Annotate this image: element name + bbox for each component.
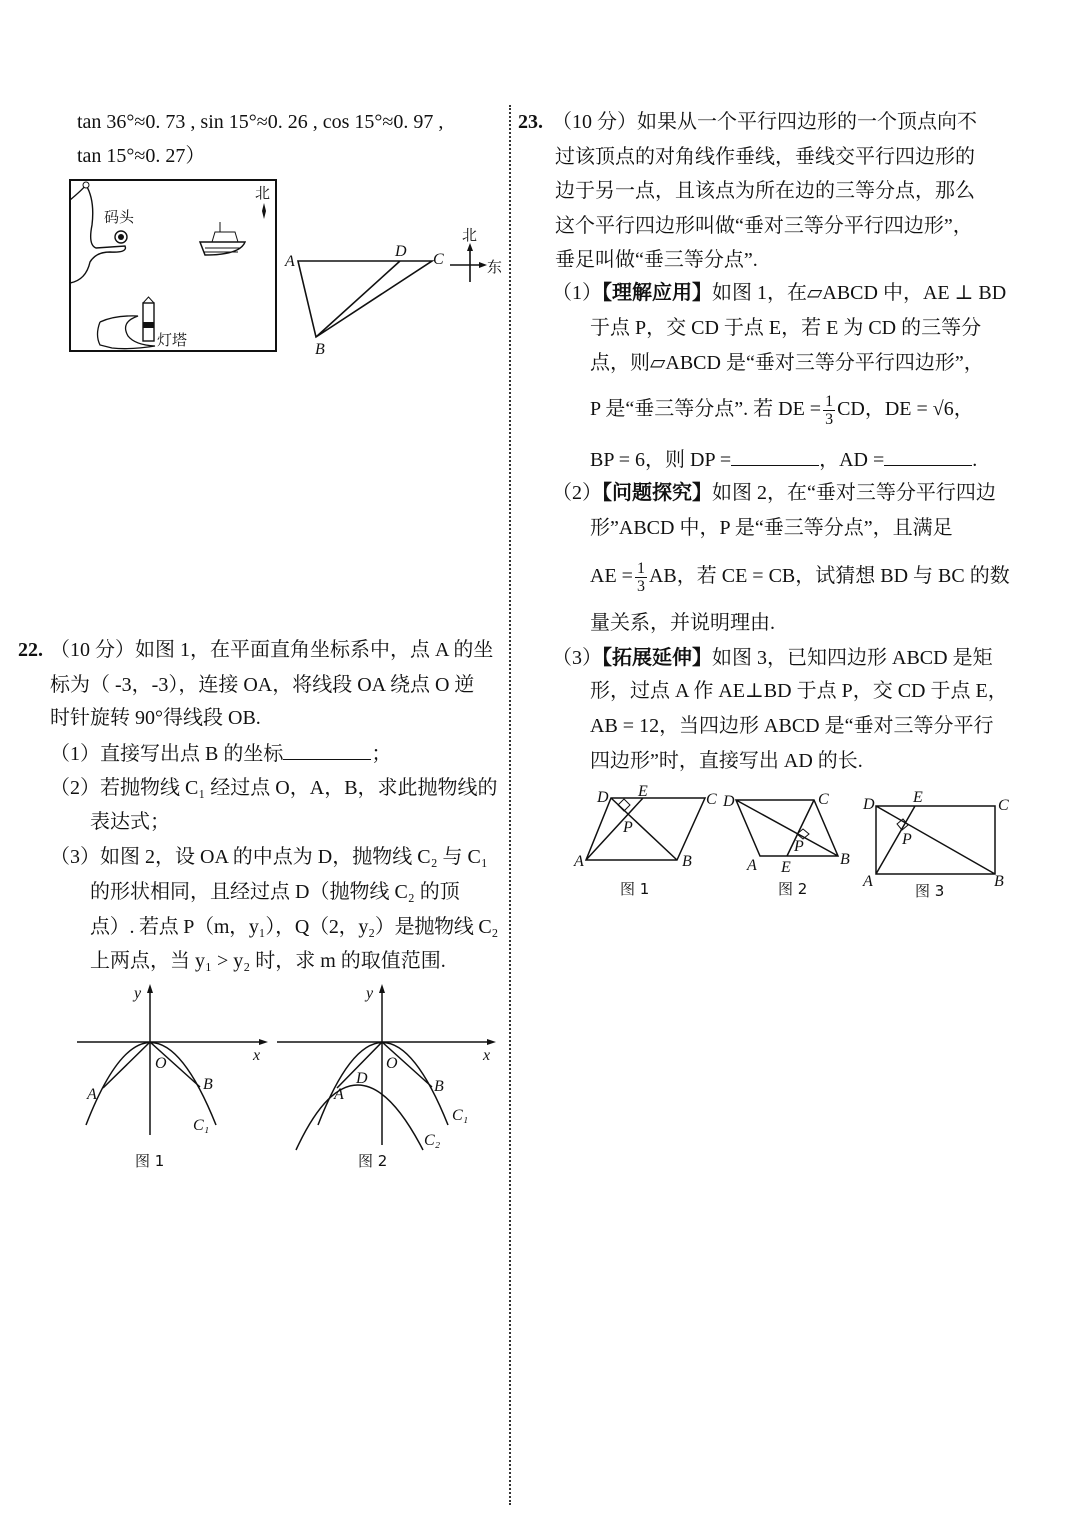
text-run: AB，若 CE = CB，试猜想 BD 与 BC 的数: [648, 565, 1010, 587]
question-text: （10 分）如果从一个平行四边形的一个顶点向不: [552, 111, 977, 133]
figure-label: D: [723, 793, 735, 810]
part-tag: 【理解应用】: [602, 282, 712, 304]
question-number: 23.: [518, 111, 543, 133]
figure-label: 图 1: [135, 1152, 165, 1170]
text-run: BP = 6，则 DP =: [590, 449, 732, 471]
compass-needle-icon: [262, 203, 266, 219]
part-text: [590, 557, 1010, 595]
part-3: [552, 646, 993, 670]
figure-label: B: [315, 341, 325, 358]
ship-icon: [200, 222, 245, 255]
numerator: 1: [825, 392, 834, 410]
part-label: （3）: [552, 647, 602, 669]
part-text: 如图 3，已知四边形 ABCD 是矩: [712, 647, 993, 669]
ad-answer-blank[interactable]: [884, 447, 972, 466]
figure-label: E: [638, 783, 648, 800]
question-text: 过该顶点的对角线作垂线，垂线交平行四边形的: [555, 146, 975, 168]
text-run: AE =: [590, 565, 633, 587]
figure-label: P: [623, 819, 633, 836]
part-text: [590, 390, 974, 428]
figure-label: C₂: [424, 1132, 441, 1149]
part-1-text: （1）直接写出点 B 的坐标: [50, 743, 284, 765]
fraction: [635, 560, 647, 595]
figure-label: 图 1: [620, 880, 650, 898]
column-divider: [509, 105, 511, 1505]
question-text: 垂足叫做“垂三等分点”.: [555, 249, 758, 271]
figure-label: A: [285, 253, 295, 270]
dp-answer-blank[interactable]: [731, 447, 819, 466]
part-2-text: （2）若抛物线 C₁ 经过点 O，A，B，求此抛物线的: [50, 777, 498, 799]
figure-label: y: [134, 985, 142, 1002]
part-text: 点，则▱ABCD 是“垂对三等分平行四边形”，: [590, 352, 984, 374]
lighthouse-icon: [98, 297, 156, 349]
lighthouse-label: 灯塔: [157, 331, 188, 349]
part-text: 四边形”时，直接写出 AD 的长.: [590, 750, 863, 772]
figure-label: E: [781, 859, 791, 876]
part-text: AB = 12，当四边形 ABCD 是“垂对三等分平行: [590, 715, 994, 737]
figure-label: B: [203, 1076, 213, 1093]
figure-label: A: [863, 873, 873, 890]
question-text: 这个平行四边形叫做“垂对三等分平行四边形”，: [555, 215, 973, 237]
trig-hint-line: tan 36°≈0. 73 , sin 15°≈0. 26 , cos 15°≈0. 97 ,: [77, 111, 444, 133]
figure-label: 图 2: [358, 1152, 388, 1170]
figure-label: C: [433, 251, 444, 268]
text-run: CD，DE = √6，: [837, 398, 974, 420]
figure-label: x: [483, 1047, 491, 1064]
figure-label: 北: [462, 226, 478, 244]
fraction: [823, 393, 835, 428]
figure-label: C₁: [452, 1107, 469, 1124]
figure-label: P: [794, 838, 804, 855]
figure-label: A: [574, 853, 584, 870]
figure-label: D: [597, 789, 609, 806]
figure-label: O: [386, 1055, 398, 1072]
figure-label: B: [682, 853, 692, 870]
figure-label: D: [395, 243, 407, 260]
question-number: 22.: [18, 639, 43, 661]
figure-label: A: [87, 1086, 97, 1103]
figure-label: P: [902, 831, 912, 848]
text-run: .: [972, 449, 978, 471]
figure-label: A: [334, 1086, 344, 1103]
figure-label: D: [356, 1070, 368, 1087]
part-tag: 【拓展延伸】: [602, 647, 712, 669]
figure-label: C: [998, 797, 1009, 814]
dock-label: 码头: [104, 208, 135, 226]
figure-label: 图 2: [778, 880, 808, 898]
denominator: 3: [825, 410, 834, 428]
part-3-text: （3）如图 2，设 OA 的中点为 D，抛物线 C₂ 与 C₁: [50, 846, 488, 868]
part-2-text: 表达式；: [90, 811, 170, 833]
part-text: 于点 P，交 CD 于点 E，若 E 为 CD 的三等分: [590, 317, 982, 339]
question-text: 标为（ -3，-3），连接 OA，将线段 OA 绕点 O 逆: [50, 674, 475, 696]
figure-label: A: [747, 857, 757, 874]
part-text: 如图 1，在▱ABCD 中，AE ⊥ BD: [712, 282, 1007, 304]
part-1: [552, 281, 1006, 305]
question-text: 时针旋转 90°得线段 OB.: [50, 707, 261, 729]
denominator: 3: [636, 577, 645, 595]
text-run: ，AD =: [819, 449, 885, 471]
part-text: 如图 2，在“垂对三等分平行四边: [712, 482, 996, 504]
part-3-text: 点）. 若点 P（m，y₁），Q（2，y₂）是抛物线 C₂: [90, 916, 499, 938]
compass-cross-icon: [450, 243, 487, 282]
figure-label: x: [253, 1047, 261, 1064]
numerator: 1: [636, 559, 645, 577]
figure-label: C: [706, 791, 717, 808]
text-run: P 是“垂三等分点”. 若 DE =: [590, 398, 822, 420]
part-tag: 【问题探究】: [602, 482, 712, 504]
part-text: 形”ABCD 中，P 是“垂三等分点”，且满足: [590, 517, 953, 539]
trig-hint-line: tan 15°≈0. 27）: [77, 145, 206, 167]
figure-label: B: [994, 873, 1004, 890]
figure-label: B: [840, 851, 850, 868]
figure-label: y: [366, 985, 374, 1002]
part-1: [50, 741, 391, 766]
answer-blank[interactable]: [283, 741, 371, 760]
part-text: 量关系，并说明理由.: [590, 612, 775, 634]
map-north-label: 北: [255, 184, 271, 202]
part-label: （1）: [552, 282, 602, 304]
part-3-text: 上两点，当 y₁ > y₂ 时，求 m 的取值范围.: [90, 950, 446, 972]
part-label: （2）: [552, 482, 602, 504]
punctuation: ；: [371, 743, 392, 765]
figure-label: 图 3: [915, 882, 945, 900]
question-text: （10 分）如图 1，在平面直角坐标系中，点 A 的坐: [50, 639, 494, 661]
part-text: 形，过点 A 作 AE⊥BD 于点 P，交 CD 于点 E，: [590, 680, 1008, 702]
figure-label: C₁: [193, 1117, 210, 1134]
question-text: 边于另一点，且该点为所在边的三等分点，那么: [555, 180, 975, 202]
figure-label: 东: [487, 258, 503, 276]
figure-label: D: [863, 796, 875, 813]
figure-label: C: [818, 791, 829, 808]
figure-label: E: [913, 789, 923, 806]
figure-label: B: [434, 1078, 444, 1095]
part-text: [590, 447, 977, 472]
part-3-text: 的形状相同，且经过点 D（抛物线 C₂ 的顶: [90, 881, 460, 903]
part-2: [552, 481, 996, 505]
figure-label: O: [155, 1055, 167, 1072]
